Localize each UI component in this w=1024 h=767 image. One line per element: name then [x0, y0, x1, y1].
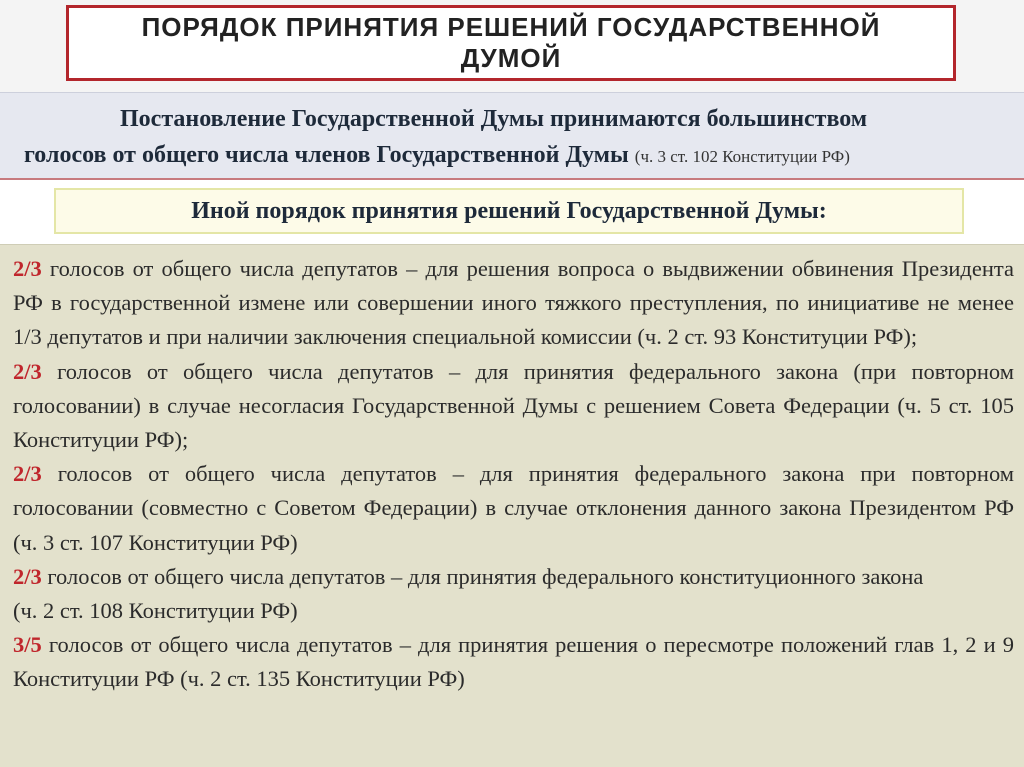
statement-band	[0, 92, 1024, 180]
item-text: голосов от общего числа депутатов – для принятия федерального закона (при повторном голосовании) в случае несогласия Государственной Думы с решением Совета Федерации (ч. 5 ст. 105 Конституции РФ);	[13, 358, 1014, 453]
statement-line-2-text: голосов от общего числа членов Государственной Думы	[24, 142, 629, 168]
fraction-label: 2/3	[13, 563, 42, 589]
statement-line-1: Постановление Государственной Думы принимаются большинством	[120, 106, 868, 132]
list-item	[13, 457, 1014, 560]
title-box	[66, 5, 956, 81]
item-reference: (ч. 2 ст. 108 Конституции РФ)	[13, 598, 298, 624]
title-area	[0, 0, 1024, 92]
item-text: голосов от общего числа депутатов – для принятия федерального закона при повторном голосовании (совместно с Советом Федерации) в случае отклонения данного закона Президентом РФ (ч. 3 ст. 107 Конституции РФ)	[13, 461, 1015, 555]
statement-reference: (ч. 3 ст. 102 Конституции РФ)	[634, 147, 850, 166]
statement-line-2	[24, 140, 850, 172]
item-text: голосов от общего числа депутатов – для принятия решения о пересмотре положений глав 1, 2 и 9 Конституции РФ (ч. 2 ст. 135 Конституции РФ)	[13, 632, 1015, 692]
list-item	[13, 628, 1014, 696]
list-item	[13, 252, 1014, 355]
fraction-label: 2/3	[13, 358, 42, 384]
fraction-label: 3/5	[13, 632, 42, 658]
page-title: ПОРЯДОК ПРИНЯТИЯ РЕШЕНИЙ ГОСУДАРСТВЕННОЙ ДУМОЙ	[141, 12, 881, 73]
list-item	[13, 355, 1014, 458]
fraction-label: 2/3	[13, 461, 42, 487]
item-text: голосов от общего числа депутатов – для принятия федерального конституционного закона	[47, 563, 924, 589]
item-text: голосов от общего числа депутатов – для решения вопроса о выдвижении обвинения Президента РФ в государственной измене или совершении иного тяжкого преступления, по инициативе не менее 1/3 депутатов и при наличии заключения специальной комиссии (ч. 2 ст. 93 Конституции РФ);	[13, 256, 1015, 350]
list-item	[13, 560, 1014, 628]
subheading: Иной порядок принятия решений Государственной Думы:	[191, 197, 827, 224]
fraction-label: 2/3	[13, 256, 42, 281]
subheading-box	[54, 188, 964, 234]
rules-list	[0, 244, 1024, 767]
